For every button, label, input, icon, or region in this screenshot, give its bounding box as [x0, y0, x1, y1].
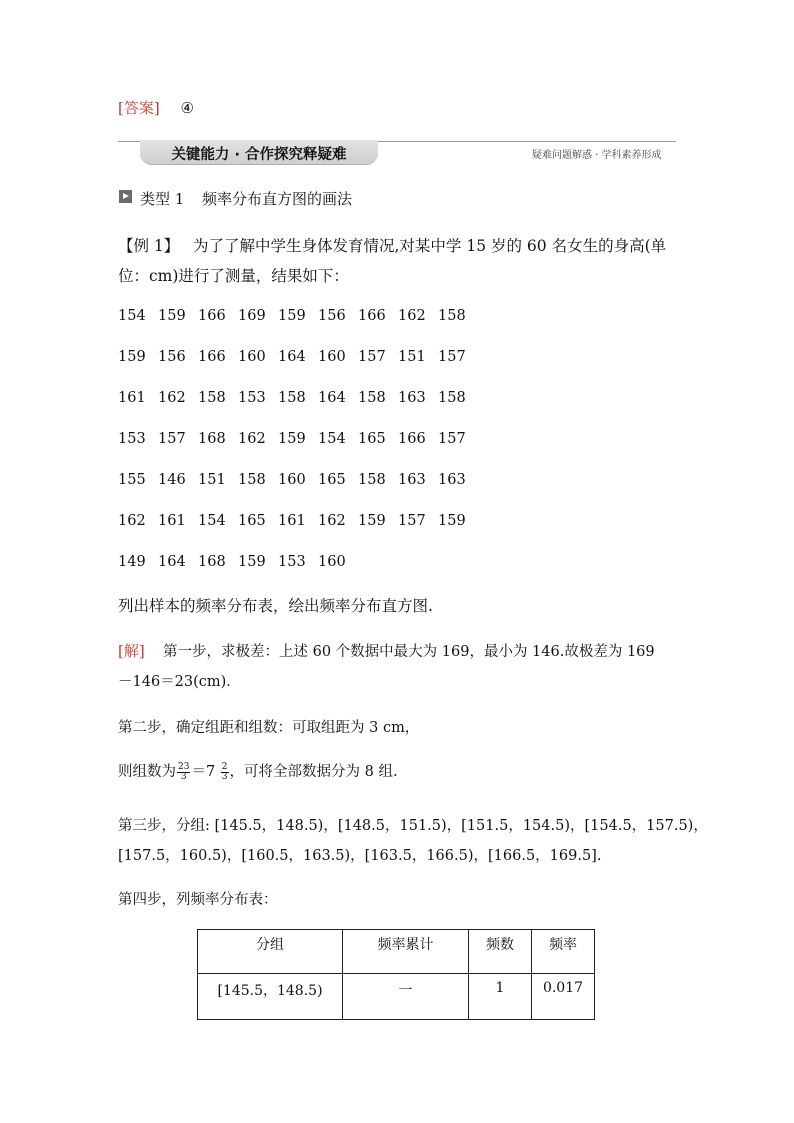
step1-line2: －146＝23(cm)． — [118, 674, 241, 690]
table-cell: 一 — [343, 974, 469, 1020]
fraction-numerator: 2 — [221, 761, 228, 772]
table-header-row — [198, 930, 595, 974]
step3-line1: 第三步，分组: [145.5，148.5)，[148.5，151.5)，[151.5，154.5)，[154.5，157.5)， — [118, 818, 708, 834]
step2-post: ，可将全部数据分为 8 组. — [229, 764, 398, 780]
data-value: 164 — [318, 390, 346, 406]
data-value: 159 — [438, 513, 466, 529]
table-cell: [145.5，148.5) — [198, 974, 343, 1020]
example-text-line2: 位：cm)进行了测量，结果如下： — [118, 267, 349, 285]
table-header: 频率累计 — [343, 930, 469, 974]
data-value: 156 — [318, 308, 346, 324]
data-value: 157 — [438, 431, 466, 447]
answer-label: [答案] — [118, 99, 160, 117]
data-value: 159 — [278, 431, 306, 447]
data-value: 160 — [238, 349, 266, 365]
data-value: 162 — [158, 390, 186, 406]
step2-line2 — [118, 760, 398, 782]
step2-eq: ＝7 — [191, 764, 216, 780]
data-value: 158 — [238, 472, 266, 488]
table-header: 分组 — [198, 930, 343, 974]
table-row — [198, 974, 595, 1020]
step2-line1: 第二步，确定组距和组数：可取组距为 3 cm， — [118, 720, 420, 736]
data-value: 165 — [318, 472, 346, 488]
fraction-denominator: 3 — [221, 771, 228, 782]
data-value: 155 — [118, 472, 146, 488]
data-value: 154 — [118, 308, 146, 324]
fraction-numerator: 23 — [178, 761, 190, 772]
data-value: 154 — [318, 431, 346, 447]
data-value: 146 — [158, 472, 186, 488]
answer-value: ④ — [180, 99, 194, 117]
data-value: 151 — [198, 472, 226, 488]
data-value: 154 — [198, 513, 226, 529]
data-value: 161 — [278, 513, 306, 529]
data-value: 157 — [158, 431, 186, 447]
step4-text: 第四步，列频率分布表： — [118, 892, 278, 908]
data-value: 163 — [398, 390, 426, 406]
fraction-denominator: 3 — [180, 771, 187, 782]
data-value: 153 — [118, 431, 146, 447]
data-value: 151 — [398, 349, 426, 365]
data-value: 153 — [238, 390, 266, 406]
data-value: 162 — [398, 308, 426, 324]
data-value: 168 — [198, 431, 226, 447]
data-value: 158 — [358, 390, 386, 406]
data-value: 156 — [158, 349, 186, 365]
frequency-table — [197, 929, 595, 1020]
data-value: 159 — [238, 554, 266, 570]
data-value: 165 — [358, 431, 386, 447]
data-value: 162 — [238, 431, 266, 447]
fraction — [177, 763, 190, 782]
type-label: 类型 1 — [140, 190, 185, 208]
data-value: 157 — [398, 513, 426, 529]
data-value: 164 — [278, 349, 306, 365]
banner-subtitle: 疑难问题解惑 · 学科素养形成 — [532, 150, 662, 161]
data-value: 158 — [278, 390, 306, 406]
banner-title: 关键能力 · 合作探究释疑难 — [171, 147, 347, 163]
data-value: 169 — [238, 308, 266, 324]
data-value: 153 — [278, 554, 306, 570]
table-cell: 1 — [469, 974, 532, 1020]
data-value: 158 — [198, 390, 226, 406]
example-label: 【例 1】 — [118, 237, 180, 255]
data-value: 159 — [358, 513, 386, 529]
example-text-line1: 为了了解中学生身体发育情况,对某中学 15 岁的 60 名女生的身高(单 — [193, 237, 667, 255]
data-value: 166 — [398, 431, 426, 447]
data-value: 168 — [198, 554, 226, 570]
step3-line2: [157.5，160.5)，[160.5，163.5)，[163.5，166.5)，[166.5，169.5]. — [118, 848, 602, 864]
task-text: 列出样本的频率分布表，绘出频率分布直方图. — [118, 597, 433, 615]
data-value: 165 — [238, 513, 266, 529]
data-value: 164 — [158, 554, 186, 570]
data-value: 157 — [438, 349, 466, 365]
data-value: 163 — [438, 472, 466, 488]
table-cell: 0.017 — [532, 974, 595, 1020]
table-header: 频数 — [469, 930, 532, 974]
data-value: 161 — [158, 513, 186, 529]
data-value: 157 — [358, 349, 386, 365]
type-title: 频率分布直方图的画法 — [202, 190, 353, 208]
data-value: 158 — [438, 390, 466, 406]
data-value: 166 — [198, 308, 226, 324]
data-value: 160 — [318, 554, 346, 570]
data-value: 158 — [438, 308, 466, 324]
data-value: 149 — [118, 554, 146, 570]
fraction — [221, 763, 229, 782]
data-value: 161 — [118, 390, 146, 406]
data-value: 158 — [358, 472, 386, 488]
data-value: 163 — [398, 472, 426, 488]
step2-pre: 则组数为 — [118, 764, 176, 780]
data-value: 159 — [118, 349, 146, 365]
section-banner — [140, 140, 378, 164]
answer-line — [118, 97, 194, 118]
play-arrow-icon — [119, 190, 132, 203]
data-value: 166 — [198, 349, 226, 365]
data-value: 160 — [278, 472, 306, 488]
data-value: 160 — [318, 349, 346, 365]
data-value: 166 — [358, 308, 386, 324]
data-value: 162 — [118, 513, 146, 529]
table-header: 频率 — [532, 930, 595, 974]
data-value: 159 — [278, 308, 306, 324]
solution-label: [解] — [118, 642, 145, 660]
data-value: 159 — [158, 308, 186, 324]
data-value: 162 — [318, 513, 346, 529]
step1-line1: 第一步，求极差：上述 60 个数据中最大为 169，最小为 146.故极差为 169 — [163, 644, 655, 660]
